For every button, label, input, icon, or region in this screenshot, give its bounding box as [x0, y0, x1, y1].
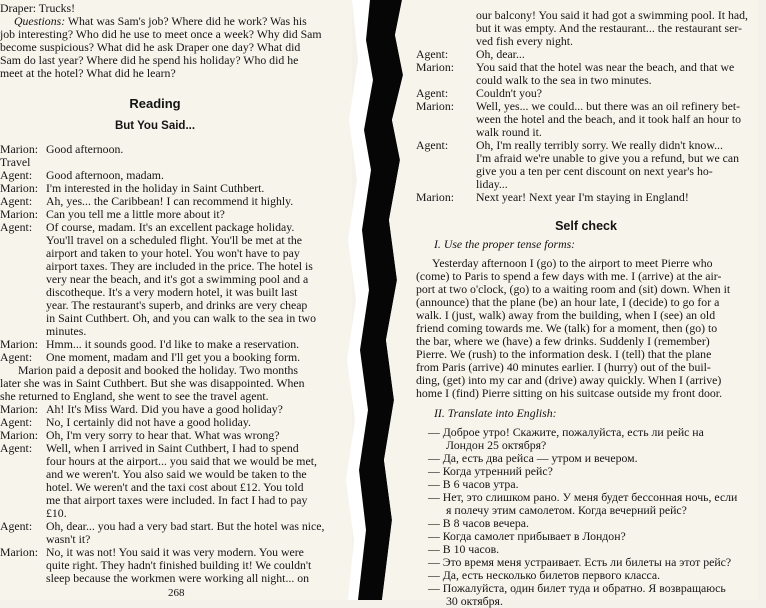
questions-label: Questions: [14, 14, 66, 28]
speech-text: very near the beach, and it's got a swimming pool and a [46, 272, 309, 286]
exercise-2-line: 30 октября. [446, 594, 503, 608]
speech-text: walk round it. [476, 125, 542, 139]
speaker-label: Agent: [0, 350, 33, 364]
speech-text: quite right. They hadn't finished building it! We couldn't [46, 558, 312, 572]
speech-text: Well, when I arrived in Saint Cuthbert, I had to spend [46, 441, 299, 455]
speech-text: Hmm... it sounds good. I'd like to make a reservation. [46, 337, 300, 351]
question-line: job interesting? Who did he use to meet once a week? Why did Sam [0, 27, 322, 41]
speech-text: You said that the hotel was near the beach, and that we [476, 60, 735, 74]
exercise-2-line: — Доброе утро! Скажите, пожалуйста, есть ли рейс на [428, 425, 704, 439]
speech-text: ved fish every night. [476, 34, 573, 48]
speech-text: liday... [476, 177, 508, 191]
exercise-2-line: — Пожалуйста, один билет туда и обратно. Я возвращаюсь [428, 581, 726, 595]
speech-text: Good afternoon. [46, 142, 124, 156]
speech-text: me that airport taxes were included. In fact I had to pay [46, 493, 308, 507]
speech-text: I'm afraid we're unable to give you a refund, but we can [476, 151, 740, 165]
speech-text: Oh, dear... [476, 47, 525, 61]
exercise-2-line: — В 10 часов. [428, 542, 500, 556]
dialogue-line [416, 165, 713, 178]
exercise-2-line: — Нет, это слишком рано. У меня будет бессонная ночь, если [428, 490, 738, 504]
speaker-label: Agent: [0, 220, 33, 234]
speech-text: could walk to the sea in two minutes. [476, 73, 652, 87]
speaker-label: Marion: [0, 142, 39, 156]
dialogue-line: she returned to England, she went to see the travel agent. [0, 389, 269, 403]
speaker-label: Marion: [0, 207, 39, 221]
speaker-label: Agent: [0, 415, 33, 429]
question-line: meet at the hotel? What did he learn? [0, 66, 176, 80]
page-number: 268 [168, 587, 185, 599]
speaker-label: Marion: [0, 428, 39, 442]
exercise-1-line: Yesterday afternoon I (go) to the airport to meet Pierre who [432, 256, 713, 270]
speech-text: in Saint Cuthbert. Oh, and you can walk to the sea in two [46, 311, 316, 325]
speaker-label: Agent: [0, 441, 33, 455]
speech-text: Of course, madam. It's an excellent package holiday. [46, 220, 295, 234]
exercise-2-line: — В 6 часов утра. [428, 477, 519, 491]
speech-text: Oh, dear... you had a very bad start. But the hotel was nice, [46, 519, 325, 533]
speaker-label: Marion: [416, 60, 455, 74]
exercise-1-line: the bar, where we (have) a few drinks. Suddenly I (remember) [416, 334, 710, 348]
exercise-1-line: friend coming towards me. We (talk) for a moment, then (go) to [416, 321, 718, 335]
exercise-2-line: — Да, есть несколько билетов первого класса. [428, 568, 661, 582]
dialogue-line [416, 22, 742, 35]
speech-text: Well, yes... we could... but there was an oil refinery bet- [476, 99, 741, 113]
speech-text: hotel. We weren't and the taxi cost about £12. You told [46, 480, 304, 494]
speech-text: but it was empty. And the restaurant... the restaurant ser- [476, 21, 742, 35]
speech-text: ween the hotel and the beach, and it took half an hour to [476, 112, 742, 126]
speech-text: You'll travel on a scheduled flight. You'll be met at the [46, 233, 302, 247]
speaker-label: Agent: [0, 519, 33, 533]
exercise-1-line: (announce) that the plane (be) an hour late, I (decide) to go for a [416, 295, 720, 309]
speaker-label: Agent: [416, 86, 449, 100]
exercise-1-line: Pierre. We (rush) to the information desk. I (tell) that the plane [416, 347, 712, 361]
dialogue-line [0, 572, 309, 585]
speech-text: Can you tell me a little more about it? [46, 207, 225, 221]
speech-text: four hours at the airport... you said that we would be met, [46, 454, 317, 468]
exercise-2-line: — Это время меня устраивает. Есть ли билеты на этот рейс? [428, 555, 732, 569]
story-title: But You Said... [114, 120, 196, 132]
speech-text: Oh, I'm really terribly sorry. We really didn't know... [476, 138, 723, 152]
speech-text: year. The restaurant's superb, and drinks are very cheap [46, 298, 308, 312]
exercise-1-heading: I. Use the proper tense forms: [434, 237, 576, 251]
speech-text: and we weren't. You also said we would be taken to the [46, 467, 307, 481]
exercise-2-line: — Когда утренний рейс? [428, 464, 553, 478]
speaker-label: Marion: [416, 190, 455, 204]
speech-text: Oh, I'm very sorry to hear that. What was wrong? [46, 428, 280, 442]
left-book-page [0, 0, 352, 600]
torn-page-gap [340, 0, 410, 600]
exercise-1-line: port at two o'clock, (go) to a waiting room and (sit) down. When it [416, 282, 731, 296]
right-book-page [398, 0, 758, 608]
exercise-1-line: ding, (get) into my car and (drive) away quickly. When I (arrive) [416, 373, 722, 387]
exercise-2-line: — Да, есть два рейса — утром и вечером. [428, 451, 638, 465]
speech-text: Ah, yes... the Caribbean! I can recommend it highly. [46, 194, 294, 208]
speech-text: Good afternoon, madam. [46, 168, 164, 182]
exercise-2-line: — В 8 часов вечера. [428, 516, 529, 530]
dialogue-line [416, 113, 741, 126]
speech-text: Next year! Next year I'm staying in England! [476, 190, 689, 204]
self-check-title: Self check [555, 219, 617, 233]
exercise-1-line: home I (find) Pierre sitting on his suitcase outside my front door. [416, 386, 723, 400]
speech-text: wasn't it? [46, 532, 91, 546]
exercise-2-line: — Когда самолет прибывает в Лондон? [428, 529, 626, 543]
exercise-2-heading: II. Translate into English: [434, 406, 557, 420]
speech-text: Couldn't you? [476, 86, 543, 100]
speaker-label: Agent: [0, 194, 33, 208]
speech-text: Ah! It's Miss Ward. Did you have a good holiday? [46, 402, 283, 416]
exercise-1-line: walk. I (just, walk) away from the building, when I (see) an old [416, 308, 716, 322]
dialogue-line: later she was in Saint Cuthbert. But she was disappointed. When [0, 376, 305, 390]
question-line: Sam do last year? Where did he spend his holiday? Who did he [0, 53, 299, 67]
speech-text: airport and taken to your hotel. You won't have to pay [46, 246, 300, 260]
question-line: become suspicious? What did he ask Draper one day? What did [0, 40, 301, 54]
speaker-label: Marion: [416, 99, 455, 113]
speaker-label: Agent: [416, 138, 449, 152]
speech-text: I'm interested in the holiday in Saint Cuthbert. [46, 181, 265, 195]
speaker-label: Marion: [0, 402, 39, 416]
speech-text: give you a ten per cent discount on next year's ho- [476, 164, 713, 178]
speech-text: sleep because the workmen were working all night... on [46, 571, 310, 585]
dialogue-line: Travel [0, 155, 31, 169]
speech-text: One moment, madam and I'll get you a booking form. [46, 350, 301, 364]
speech-text: airport taxes. They are included in the price. The hotel is [46, 259, 313, 273]
speech-text: minutes. [46, 324, 87, 338]
speech-text: our balcony! You said it had got a swimming pool. It had, [476, 8, 748, 22]
exercise-2-line: я полечу этим самолетом. Когда вечерний рейс? [446, 503, 687, 517]
speech-text: No, it was not! You said it was very modern. You were [46, 545, 304, 559]
exercise-1-line: from Paris (arrive) 40 minutes earlier. I (hurry) out of the buil- [416, 360, 711, 374]
speech-text: No, I certainly did not have a good holiday. [46, 415, 251, 429]
speaker-label: Agent: [416, 47, 449, 61]
dialogue-line: Marion paid a deposit and booked the holiday. Two months [18, 363, 298, 377]
speech-text: £10. [46, 506, 67, 520]
question-line: Questions: What was Sam's job? Where did he work? Was his [14, 14, 307, 28]
exercise-2-line: Лондон 25 октября? [446, 438, 547, 452]
exercise-1-line: (come) to Paris to spend a few days with me. I (arrive) at the air- [416, 269, 722, 283]
speaker-label: Marion: [0, 181, 39, 195]
speaker-label: Marion: [0, 545, 39, 559]
question-line: Draper: Trucks! [0, 1, 76, 15]
speaker-label: Agent: [0, 168, 33, 182]
speech-text: discotheque. It's a very modern hotel, it was built last [46, 285, 298, 299]
section-title-reading: Reading [129, 96, 181, 111]
dialogue-line [416, 191, 689, 204]
speaker-label: Marion: [0, 337, 39, 351]
